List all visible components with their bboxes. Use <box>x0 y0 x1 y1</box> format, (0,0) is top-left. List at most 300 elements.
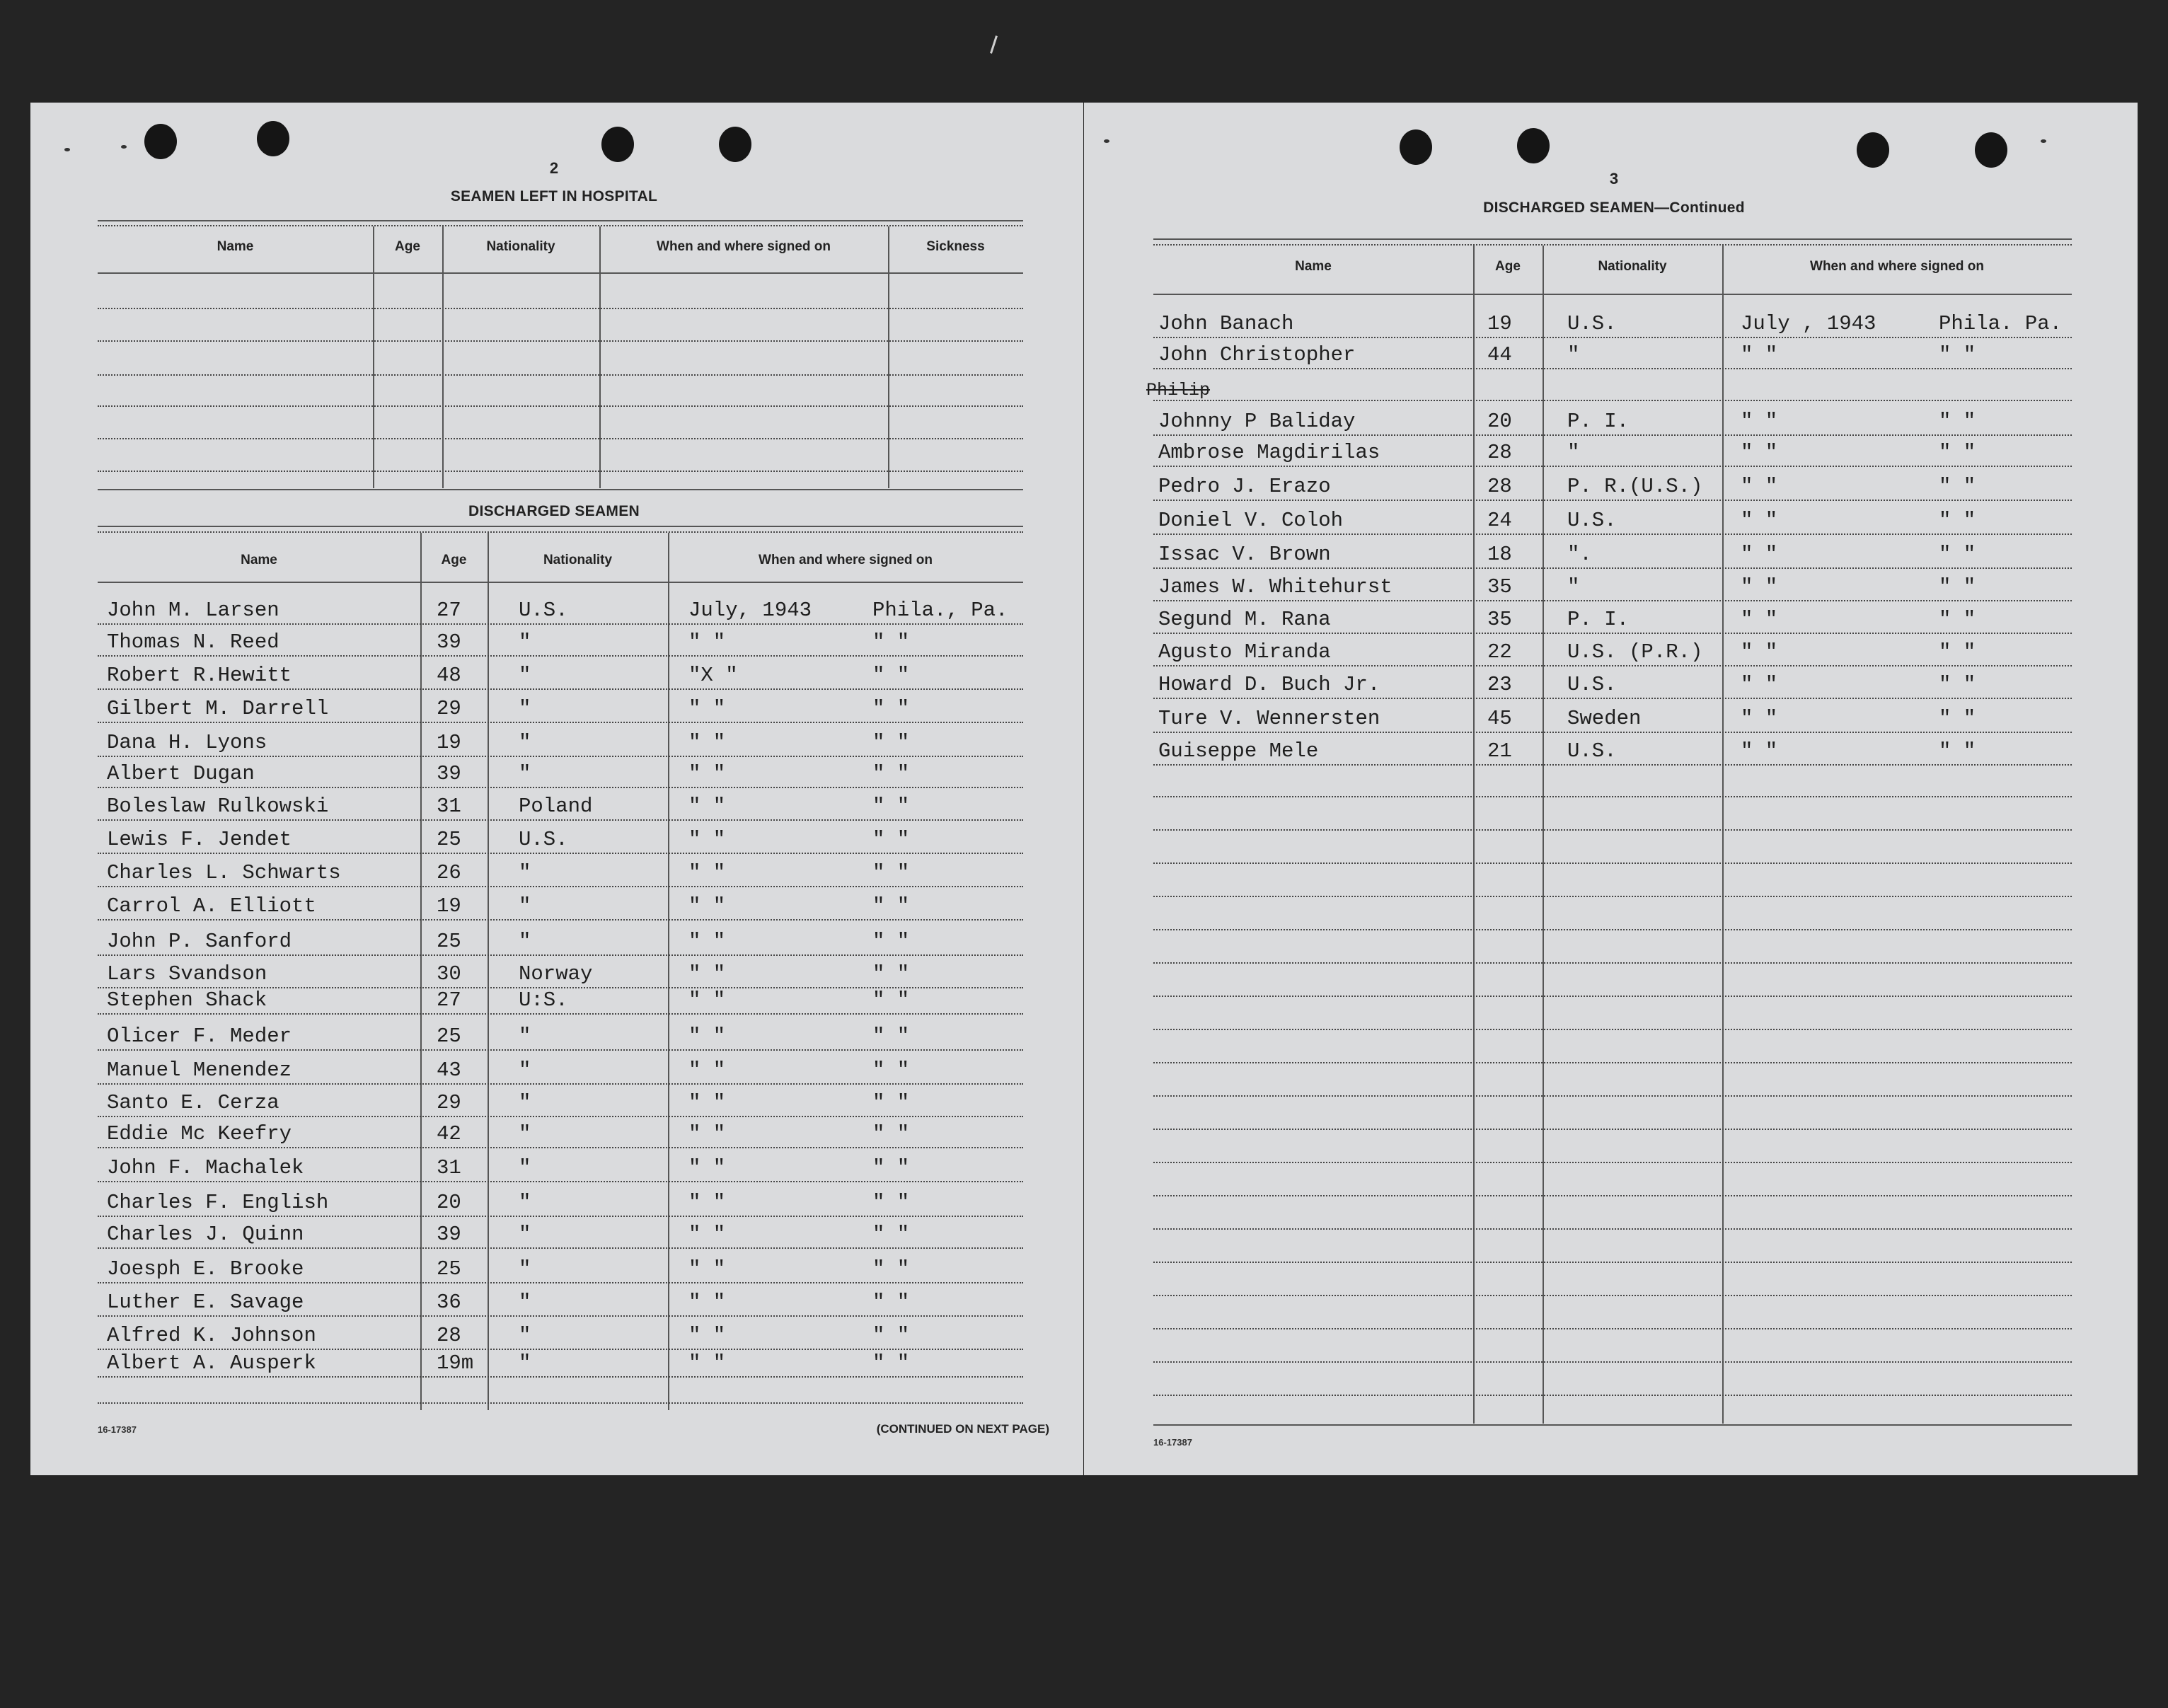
seaman-age: 39 <box>437 762 461 785</box>
row-rule <box>1153 500 2072 501</box>
seaman-nationality: " <box>519 1156 531 1179</box>
signed-on-when: " " <box>688 1122 726 1146</box>
form-number: 16-17387 <box>98 1424 137 1435</box>
seaman-age: 36 <box>437 1291 461 1314</box>
signed-on-where: " " <box>872 1156 910 1179</box>
seaman-age: 25 <box>437 930 461 953</box>
row-rule <box>98 1049 1023 1051</box>
seaman-nationality: U.S. <box>519 599 568 622</box>
seaman-nationality: " <box>519 1191 531 1214</box>
left-page <box>30 103 1083 1475</box>
seaman-nationality: P. I. <box>1567 608 1630 631</box>
seaman-age: 27 <box>437 599 461 622</box>
signed-on-when: " " <box>688 697 726 720</box>
seaman-nationality: U:S. <box>519 988 568 1012</box>
signed-on-where: " " <box>872 828 910 851</box>
row-rule <box>1153 337 2072 338</box>
seaman-age: 28 <box>1487 475 1512 498</box>
seaman-name: Thomas N. Reed <box>107 630 279 654</box>
row-rule <box>98 1147 1023 1148</box>
seaman-name: Manuel Menendez <box>107 1058 292 1082</box>
row-rule <box>98 853 1023 854</box>
continued-note: (CONTINUED ON NEXT PAGE) <box>876 1422 1049 1436</box>
seaman-nationality: U.S. <box>1567 509 1617 532</box>
column-divider <box>420 533 422 1410</box>
signed-on-where: " " <box>1939 343 1976 367</box>
row-rule <box>98 819 1023 821</box>
signed-on-when: " " <box>688 630 726 654</box>
seaman-age: 30 <box>437 962 461 986</box>
seaman-name: Pedro J. Erazo <box>1158 475 1331 498</box>
seaman-age: 19m <box>437 1351 474 1375</box>
signed-on-when: " " <box>688 1291 726 1314</box>
signed-on-when: " " <box>1741 575 1778 599</box>
signed-on-when: " " <box>688 762 726 785</box>
signed-on-when: " " <box>688 731 726 754</box>
seaman-age: 45 <box>1487 707 1512 730</box>
scan-speck <box>64 148 70 151</box>
row-rule <box>1153 633 2072 634</box>
column-divider <box>442 226 444 488</box>
column-header: When and where signed on <box>759 553 933 567</box>
seaman-age: 19 <box>1487 312 1512 335</box>
seaman-nationality: " <box>519 1122 531 1146</box>
row-rule <box>1153 896 2072 897</box>
signed-on-when: July, 1943 <box>688 599 812 622</box>
row-rule <box>1153 996 2072 997</box>
seaman-nationality: " <box>519 731 531 754</box>
page-number: 2 <box>549 159 559 177</box>
signed-on-when: " " <box>1741 410 1778 433</box>
signed-on-where: " " <box>872 697 910 720</box>
signed-on-where: " " <box>872 1223 910 1246</box>
signed-on-where: " " <box>872 795 910 818</box>
table-rule <box>1153 238 2072 240</box>
row-rule <box>98 1282 1023 1283</box>
seaman-age: 29 <box>437 697 461 720</box>
seaman-age: 24 <box>1487 509 1512 532</box>
table-rule <box>98 225 1023 226</box>
row-rule <box>1153 1062 2072 1063</box>
seaman-name: Alfred K. Johnson <box>107 1324 316 1347</box>
row-rule <box>1153 764 2072 766</box>
row-rule <box>98 623 1023 625</box>
punch-hole <box>601 127 634 162</box>
seaman-name: Segund M. Rana <box>1158 608 1331 631</box>
seaman-age: 29 <box>437 1091 461 1114</box>
seaman-name: Guiseppe Mele <box>1158 739 1319 763</box>
column-header: Name <box>217 239 254 254</box>
signed-on-when: " " <box>1741 543 1778 566</box>
signed-on-where: " " <box>1939 739 1976 763</box>
seaman-age: 26 <box>437 861 461 884</box>
seaman-age: 28 <box>1487 441 1512 464</box>
signed-on-where: " " <box>1939 441 1976 464</box>
row-rule <box>98 886 1023 887</box>
row-rule <box>98 1349 1023 1350</box>
table-rule <box>1153 294 2072 295</box>
seaman-nationality: ". <box>1567 543 1592 566</box>
signed-on-where: " " <box>872 1351 910 1375</box>
signed-on-where: " " <box>1939 608 1976 631</box>
seaman-nationality: P. R.(U.S.) <box>1567 475 1703 498</box>
seaman-age: 20 <box>1487 410 1512 433</box>
row-rule <box>1153 1195 2072 1196</box>
seaman-age: 44 <box>1487 343 1512 367</box>
row-rule <box>1153 829 2072 831</box>
row-rule <box>1153 929 2072 930</box>
row-rule <box>1153 434 2072 436</box>
signed-on-when: " " <box>1741 640 1778 664</box>
column-divider <box>888 226 889 488</box>
row-rule <box>98 374 1023 376</box>
signed-on-when: " " <box>688 894 726 918</box>
row-rule <box>1153 1395 2072 1396</box>
seaman-age: 25 <box>437 1025 461 1048</box>
signed-on-when: " " <box>688 1223 726 1246</box>
seaman-age: 23 <box>1487 673 1512 696</box>
column-header: Sickness <box>926 239 985 254</box>
punch-hole <box>1975 132 2007 168</box>
strikeout-note: Philip <box>1146 380 1211 400</box>
row-rule <box>1153 1295 2072 1296</box>
right-page <box>1084 103 2138 1475</box>
signed-on-when: " " <box>688 1058 726 1082</box>
row-rule <box>98 1376 1023 1378</box>
table-rule <box>98 272 1023 274</box>
signed-on-where: " " <box>1939 509 1976 532</box>
table-rule <box>1153 1424 2072 1426</box>
row-rule <box>98 1181 1023 1182</box>
column-header: Age <box>395 239 420 254</box>
seaman-age: 39 <box>437 630 461 654</box>
signed-on-when: " " <box>1741 739 1778 763</box>
row-rule <box>1153 862 2072 864</box>
seaman-name: Charles F. English <box>107 1191 329 1214</box>
seaman-nationality: " <box>519 1025 531 1048</box>
signed-on-where: " " <box>1939 475 1976 498</box>
row-rule <box>1153 732 2072 733</box>
table-rule <box>98 582 1023 583</box>
column-divider <box>1473 246 1475 1424</box>
signed-on-when: " " <box>688 962 726 986</box>
seaman-name: Boleslaw Rulkowski <box>107 795 329 818</box>
scan-speck <box>1104 139 1109 143</box>
row-rule <box>1153 600 2072 601</box>
seaman-name: Luther E. Savage <box>107 1291 304 1314</box>
seaman-name: Agusto Miranda <box>1158 640 1331 664</box>
seaman-age: 48 <box>437 664 461 687</box>
signed-on-when: " " <box>688 861 726 884</box>
signed-on-where: " " <box>872 1058 910 1082</box>
column-divider <box>599 226 601 488</box>
column-header: Name <box>241 553 277 567</box>
seaman-name: John Christopher <box>1158 343 1356 367</box>
column-divider <box>373 226 374 488</box>
column-header: When and where signed on <box>657 239 831 254</box>
row-rule <box>98 405 1023 407</box>
row-rule <box>98 438 1023 439</box>
signed-on-when: " " <box>688 930 726 953</box>
seaman-nationality: U.S. <box>1567 673 1617 696</box>
seaman-name: Stephen Shack <box>107 988 267 1012</box>
row-rule <box>1153 796 2072 797</box>
row-rule <box>98 655 1023 657</box>
seaman-name: Ambrose Magdirilas <box>1158 441 1380 464</box>
column-header: When and where signed on <box>1810 259 1984 274</box>
signed-on-where: " " <box>872 988 910 1012</box>
seaman-nationality: " <box>1567 441 1580 464</box>
column-header: Name <box>1295 259 1332 274</box>
seaman-nationality: " <box>519 1058 531 1082</box>
signed-on-where: Phila. Pa. <box>1939 312 2063 335</box>
row-rule <box>98 1247 1023 1249</box>
seaman-name: Howard D. Buch Jr. <box>1158 673 1380 696</box>
row-rule <box>98 787 1023 788</box>
row-rule <box>98 722 1023 723</box>
row-rule <box>98 471 1023 472</box>
signed-on-where: " " <box>872 1122 910 1146</box>
signed-on-when: " " <box>688 1191 726 1214</box>
seaman-nationality: U.S. <box>1567 312 1617 335</box>
seaman-nationality: " <box>519 1351 531 1375</box>
seaman-nationality: " <box>519 894 531 918</box>
signed-on-when: "X " <box>688 664 738 687</box>
seaman-nationality: " <box>519 1291 531 1314</box>
punch-hole <box>1857 132 1889 168</box>
seaman-age: 31 <box>437 1156 461 1179</box>
seaman-age: 28 <box>437 1324 461 1347</box>
seaman-name: James W. Whitehurst <box>1158 575 1393 599</box>
form-number: 16-17387 <box>1153 1437 1192 1448</box>
seaman-name: John Banach <box>1158 312 1294 335</box>
scan-speck <box>121 145 127 149</box>
seaman-name: Doniel V. Coloh <box>1158 509 1344 532</box>
seaman-name: Charles J. Quinn <box>107 1223 304 1246</box>
seaman-name: John P. Sanford <box>107 930 292 953</box>
seaman-age: 35 <box>1487 608 1512 631</box>
seaman-nationality: " <box>1567 343 1580 367</box>
signed-on-where: " " <box>872 1191 910 1214</box>
row-rule <box>1153 1328 2072 1329</box>
seaman-name: Johnny P Baliday <box>1158 410 1356 433</box>
seaman-age: 19 <box>437 731 461 754</box>
signed-on-where: " " <box>872 962 910 986</box>
signed-on-where: " " <box>1939 410 1976 433</box>
punch-hole <box>719 127 751 162</box>
seaman-name: John F. Machalek <box>107 1156 304 1179</box>
seaman-nationality: " <box>519 664 531 687</box>
signed-on-where: " " <box>1939 575 1976 599</box>
signed-on-when: " " <box>1741 509 1778 532</box>
seaman-age: 22 <box>1487 640 1512 664</box>
seaman-name: Gilbert M. Darrell <box>107 697 329 720</box>
seaman-age: 18 <box>1487 543 1512 566</box>
row-rule <box>98 1402 1023 1404</box>
seaman-age: 21 <box>1487 739 1512 763</box>
table-rule <box>98 489 1023 490</box>
row-rule <box>1153 1262 2072 1263</box>
column-divider <box>668 533 669 1410</box>
seaman-name: Issac V. Brown <box>1158 543 1331 566</box>
seaman-name: Santo E. Cerza <box>107 1091 279 1114</box>
table-rule <box>98 220 1023 221</box>
signed-on-when: " " <box>688 1257 726 1281</box>
seaman-name: Albert Dugan <box>107 762 255 785</box>
signed-on-when: " " <box>688 1156 726 1179</box>
punch-hole <box>144 124 177 159</box>
signed-on-when: " " <box>1741 343 1778 367</box>
seaman-nationality: Poland <box>519 795 593 818</box>
seaman-age: 31 <box>437 795 461 818</box>
row-rule <box>1153 665 2072 667</box>
signed-on-when: " " <box>1741 707 1778 730</box>
seaman-name: Joesph E. Brooke <box>107 1257 304 1281</box>
discharged-cont-title: DISCHARGED SEAMEN—Continued <box>1483 200 1745 216</box>
seaman-name: Lewis F. Jendet <box>107 828 292 851</box>
seaman-nationality: " <box>519 1257 531 1281</box>
seaman-name: Lars Svandson <box>107 962 267 986</box>
seaman-age: 42 <box>437 1122 461 1146</box>
seaman-name: John M. Larsen <box>107 599 279 622</box>
signed-on-where: " " <box>872 1324 910 1347</box>
row-rule <box>1153 962 2072 964</box>
row-rule <box>98 1083 1023 1085</box>
seaman-age: 25 <box>437 1257 461 1281</box>
seaman-nationality: " <box>519 1324 531 1347</box>
seaman-nationality: P. I. <box>1567 410 1630 433</box>
row-rule <box>98 1116 1023 1117</box>
signed-on-where: " " <box>1939 640 1976 664</box>
seaman-name: Carrol A. Elliott <box>107 894 316 918</box>
signed-on-where: " " <box>872 894 910 918</box>
signed-on-where: " " <box>872 664 910 687</box>
signed-on-when: " " <box>688 988 726 1012</box>
table-rule <box>98 531 1023 533</box>
seaman-nationality: " <box>519 1223 531 1246</box>
row-rule <box>98 954 1023 956</box>
seaman-nationality: " <box>519 1091 531 1114</box>
seaman-age: 25 <box>437 828 461 851</box>
row-rule <box>1153 567 2072 569</box>
seaman-name: Robert R.Hewitt <box>107 664 292 687</box>
row-rule <box>1153 466 2072 467</box>
row-rule <box>1153 400 2072 401</box>
signed-on-where: " " <box>872 1257 910 1281</box>
punch-hole <box>1400 129 1432 165</box>
page-number: 3 <box>1609 170 1619 187</box>
row-rule <box>98 308 1023 309</box>
signed-on-where: " " <box>872 630 910 654</box>
punch-hole <box>257 121 289 156</box>
seaman-nationality: U.S. <box>519 828 568 851</box>
seaman-age: 39 <box>437 1223 461 1246</box>
seaman-age: 19 <box>437 894 461 918</box>
signed-on-where: " " <box>1939 673 1976 696</box>
seaman-name: Ture V. Wennersten <box>1158 707 1380 730</box>
signed-on-when: " " <box>1741 673 1778 696</box>
row-rule <box>1153 533 2072 535</box>
row-rule <box>98 340 1023 342</box>
column-header: Age <box>441 553 467 567</box>
signed-on-where: Phila., Pa. <box>872 599 1008 622</box>
signed-on-when: " " <box>688 828 726 851</box>
seaman-nationality: " <box>519 930 531 953</box>
row-rule <box>98 1013 1023 1015</box>
seaman-nationality: " <box>1567 575 1580 599</box>
seaman-nationality: U.S. (P.R.) <box>1567 640 1703 664</box>
signed-on-when: July , 1943 <box>1741 312 1876 335</box>
signed-on-when: " " <box>688 1351 726 1375</box>
column-divider <box>1543 246 1544 1424</box>
scan-mark <box>990 35 998 54</box>
signed-on-where: " " <box>872 762 910 785</box>
seaman-nationality: " <box>519 861 531 884</box>
table-rule <box>98 526 1023 527</box>
seaman-nationality: " <box>519 697 531 720</box>
row-rule <box>1153 1129 2072 1130</box>
seaman-nationality: Norway <box>519 962 593 986</box>
seaman-name: Charles L. Schwarts <box>107 861 341 884</box>
seaman-age: 35 <box>1487 575 1512 599</box>
row-rule <box>98 1315 1023 1317</box>
punch-hole <box>1517 128 1550 163</box>
signed-on-where: " " <box>872 930 910 953</box>
seaman-name: Olicer F. Meder <box>107 1025 292 1048</box>
seaman-age: 20 <box>437 1191 461 1214</box>
column-header: Age <box>1495 259 1521 274</box>
seaman-name: Dana H. Lyons <box>107 731 267 754</box>
row-rule <box>1153 368 2072 369</box>
column-header: Nationality <box>486 239 555 254</box>
seaman-name: Albert A. Ausperk <box>107 1351 316 1375</box>
row-rule <box>1153 1029 2072 1030</box>
seaman-name: Eddie Mc Keefry <box>107 1122 292 1146</box>
scan-speck <box>2041 139 2046 143</box>
seaman-nationality: U.S. <box>1567 739 1617 763</box>
row-rule <box>1153 1095 2072 1097</box>
signed-on-when: " " <box>688 1091 726 1114</box>
column-divider <box>488 533 489 1410</box>
row-rule <box>98 919 1023 921</box>
seaman-age: 27 <box>437 988 461 1012</box>
signed-on-where: " " <box>872 731 910 754</box>
signed-on-when: " " <box>1741 608 1778 631</box>
seaman-nationality: " <box>519 630 531 654</box>
row-rule <box>1153 698 2072 699</box>
row-rule <box>1153 1162 2072 1163</box>
row-rule <box>98 688 1023 690</box>
signed-on-when: " " <box>1741 441 1778 464</box>
hospital-title: SEAMEN LEFT IN HOSPITAL <box>450 188 658 204</box>
row-rule <box>1153 1228 2072 1230</box>
seaman-age: 43 <box>437 1058 461 1082</box>
row-rule <box>1153 1361 2072 1363</box>
signed-on-where: " " <box>1939 707 1976 730</box>
signed-on-where: " " <box>872 861 910 884</box>
discharged-title: DISCHARGED SEAMEN <box>468 503 640 519</box>
signed-on-where: " " <box>872 1091 910 1114</box>
signed-on-where: " " <box>872 1291 910 1314</box>
signed-on-where: " " <box>1939 543 1976 566</box>
row-rule <box>98 1216 1023 1217</box>
column-divider <box>1722 246 1724 1424</box>
signed-on-when: " " <box>1741 475 1778 498</box>
table-rule <box>1153 244 2072 246</box>
signed-on-when: " " <box>688 1324 726 1347</box>
column-header: Nationality <box>543 553 613 567</box>
row-rule <box>98 756 1023 757</box>
